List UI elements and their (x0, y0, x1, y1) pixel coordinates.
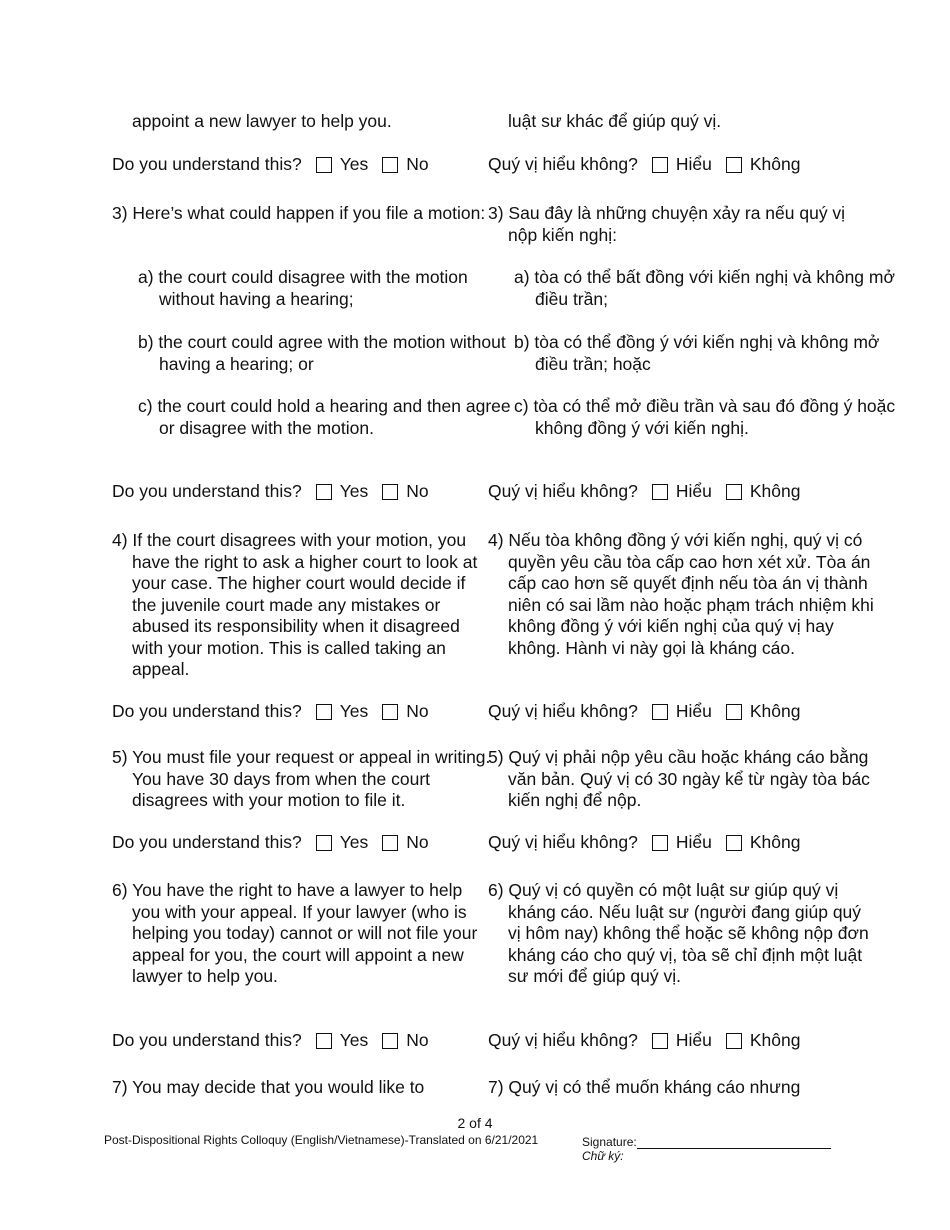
signature-field[interactable] (582, 1135, 831, 1149)
khong-label: Không (749, 832, 801, 852)
hieu-checkbox[interactable] (652, 157, 668, 173)
vi-question-label: Quý vị hiểu không? (488, 701, 638, 721)
no-label: No (406, 1030, 429, 1050)
vi-continued-text: luật sư khác để giúp quý vị. (508, 111, 722, 131)
vi-item-3b: b) tòa có thể đồng ý với kiến nghị và không mở điều trần; hoặc (514, 332, 880, 374)
en-continued-text: appoint a new lawyer to help you. (132, 111, 392, 131)
hieu-label: Hiểu (675, 1030, 712, 1050)
en-question-label: Do you understand this? (112, 154, 302, 174)
yes-checkbox[interactable] (316, 704, 332, 720)
en-item-3a: a) the court could disagree with the motion without having a hearing; (138, 267, 468, 309)
en-question-label: Do you understand this? (112, 1030, 302, 1050)
yes-checkbox[interactable] (316, 1033, 332, 1049)
yes-label: Yes (339, 832, 369, 852)
khong-checkbox[interactable] (726, 157, 742, 173)
en-item-3c: c) the court could hold a hearing and then agree or disagree with the motion. (138, 396, 511, 438)
en-question-label: Do you understand this? (112, 701, 302, 721)
yes-checkbox[interactable] (316, 835, 332, 851)
no-checkbox[interactable] (382, 1033, 398, 1049)
vi-item-3: 3) Sau đây là những chuyện xảy ra nếu quý vị nộp kiến nghị: (488, 203, 846, 245)
vi-question-row-4 (488, 832, 858, 854)
no-label: No (406, 154, 429, 174)
vi-question-row-3 (488, 701, 858, 723)
en-item-4: 4) If the court disagrees with your motion, you have the right to ask a higher court to look at your case. The higher court would decide if the juvenile court made any mistakes or abused its responsibility when it disagreed with your motion. This is called taking an appeal. (112, 530, 478, 679)
khong-label: Không (749, 701, 801, 721)
hieu-label: Hiểu (675, 701, 712, 721)
hieu-label: Hiểu (675, 154, 712, 174)
khong-checkbox[interactable] (726, 484, 742, 500)
vi-question-row-2 (488, 481, 858, 503)
vi-item-3c: c) tòa có thể mở điều trần và sau đó đồng ý hoặc không đồng ý với kiến nghị. (514, 396, 896, 438)
form-identifier: Post-Dispositional Rights Colloquy (English/Vietnamese)-Translated on 6/21/2021 (104, 1133, 539, 1147)
vi-question-label: Quý vị hiểu không? (488, 832, 638, 852)
vi-item-4: 4) Nếu tòa không đồng ý với kiến nghị, quý vị có quyền yêu cầu tòa cấp cao hơn xét xử. Tòa án cấp cao hơn sẽ quyết định nếu tòa án vị thành niên có sai lầm nào hoặc phạm trách nhiệm khi không đồng ý với kiến nghị của quý vị hay không. Hành vi này gọi là kháng cáo. (488, 530, 874, 658)
no-checkbox[interactable] (382, 704, 398, 720)
no-label: No (406, 481, 429, 501)
en-question-row-5 (112, 1030, 474, 1052)
yes-checkbox[interactable] (316, 157, 332, 173)
khong-checkbox[interactable] (726, 704, 742, 720)
khong-checkbox[interactable] (726, 835, 742, 851)
en-question-label: Do you understand this? (112, 481, 302, 501)
hieu-label: Hiểu (675, 481, 712, 501)
signature-label-vi: Chữ ký: (582, 1149, 624, 1163)
en-question-row-3 (112, 701, 474, 723)
vi-question-row-5 (488, 1030, 858, 1052)
no-label: No (406, 832, 429, 852)
en-question-row-2 (112, 481, 474, 503)
hieu-checkbox[interactable] (652, 1033, 668, 1049)
en-question-row-4 (112, 832, 474, 854)
en-item-3b: b) the court could agree with the motion without having a hearing; or (138, 332, 506, 374)
en-question-label: Do you understand this? (112, 832, 302, 852)
yes-label: Yes (339, 154, 369, 174)
vi-item-5: 5) Quý vị phải nộp yêu cầu hoặc kháng cáo bằng văn bản. Quý vị có 30 ngày kể từ ngày tòa bác kiến nghị để nộp. (488, 747, 870, 810)
yes-label: Yes (339, 701, 369, 721)
en-question-row-1 (112, 154, 474, 176)
yes-label: Yes (339, 1030, 369, 1050)
en-item-5: 5) You must file your request or appeal in writing. You have 30 days from when the court disagrees with your motion to file it. (112, 747, 491, 810)
vi-question-row-1 (488, 154, 858, 176)
no-checkbox[interactable] (382, 484, 398, 500)
vi-item-6: 6) Quý vị có quyền có một luật sư giúp quý vị kháng cáo. Nếu luật sư (người đang giúp quý vị hôm nay) không thể hoặc sẽ không nộp đơn kháng cáo cho quý vị, tòa sẽ chỉ định một luật sư mới để giúp quý vị. (488, 880, 869, 986)
hieu-checkbox[interactable] (652, 484, 668, 500)
yes-label: Yes (339, 481, 369, 501)
yes-checkbox[interactable] (316, 484, 332, 500)
en-item-7: 7) You may decide that you would like to (112, 1077, 425, 1097)
en-item-3: 3) Here’s what could happen if you file a motion: (112, 203, 486, 223)
no-checkbox[interactable] (382, 157, 398, 173)
hieu-checkbox[interactable] (652, 835, 668, 851)
vi-item-7: 7) Quý vị có thể muốn kháng cáo nhưng (488, 1077, 801, 1097)
hieu-checkbox[interactable] (652, 704, 668, 720)
en-item-6: 6) You have the right to have a lawyer to help you with your appeal. If your lawyer (who is helping you today) cannot or will not file your appeal for you, the court will appoint a new lawyer to help you. (112, 880, 478, 986)
signature-line[interactable] (637, 1137, 831, 1149)
khong-checkbox[interactable] (726, 1033, 742, 1049)
signature-label: Signature: (582, 1135, 637, 1149)
vi-question-label: Quý vị hiểu không? (488, 1030, 638, 1050)
khong-label: Không (749, 481, 801, 501)
khong-label: Không (749, 1030, 801, 1050)
khong-label: Không (749, 154, 801, 174)
vi-question-label: Quý vị hiểu không? (488, 154, 638, 174)
hieu-label: Hiểu (675, 832, 712, 852)
no-label: No (406, 701, 429, 721)
vi-question-label: Quý vị hiểu không? (488, 481, 638, 501)
no-checkbox[interactable] (382, 835, 398, 851)
vi-item-3a: a) tòa có thể bất đồng với kiến nghị và không mở điều trần; (514, 267, 895, 309)
page-number: 2 of 4 (457, 1115, 493, 1131)
